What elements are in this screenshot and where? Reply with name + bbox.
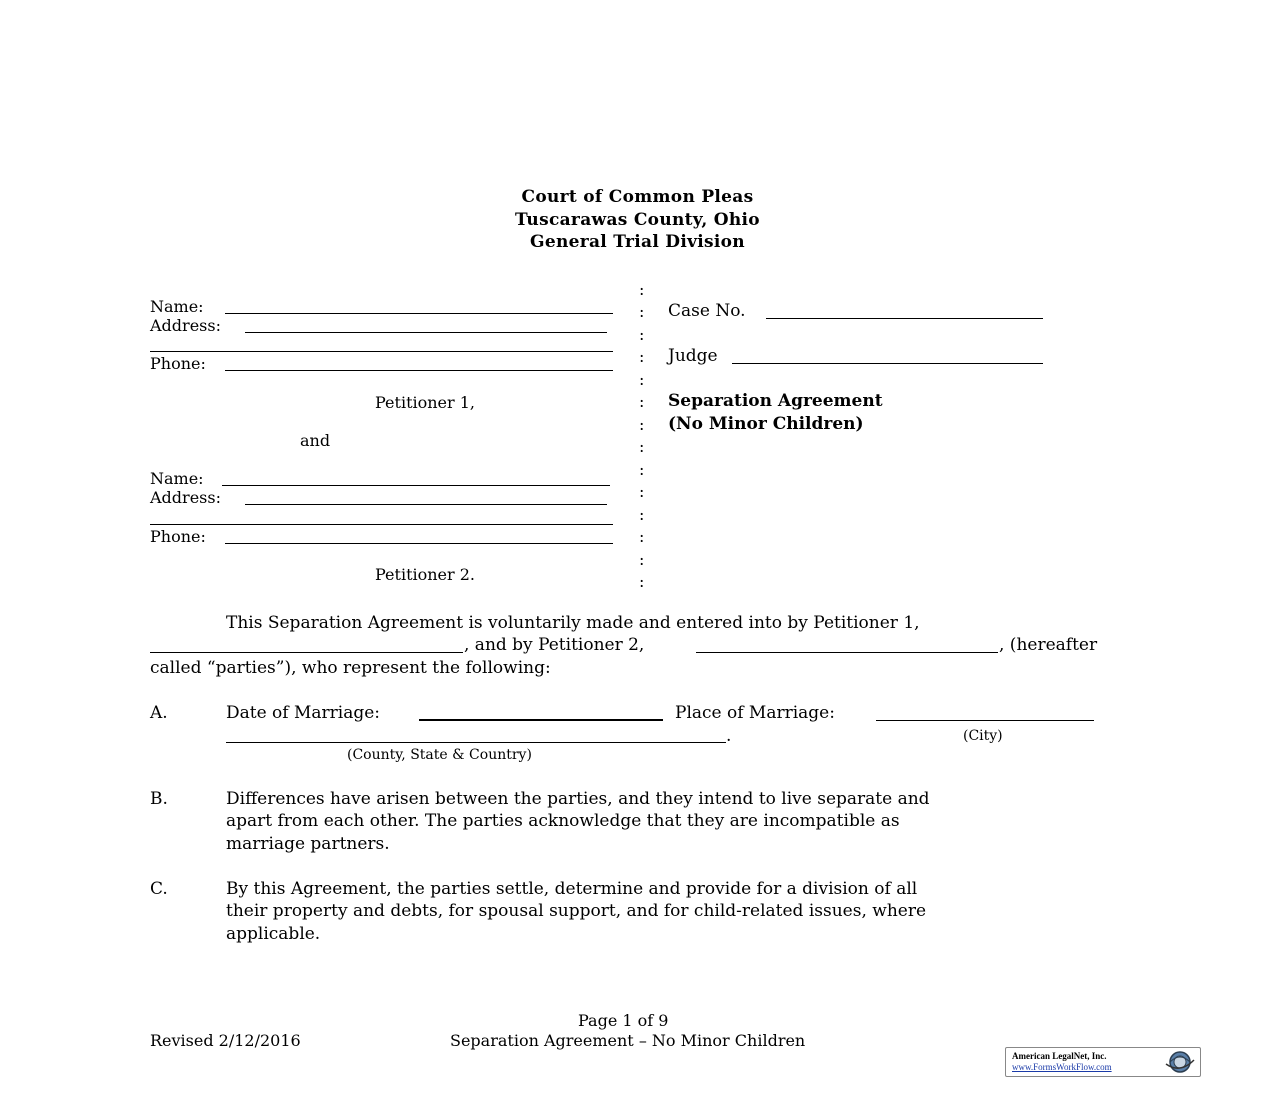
colon: :: [639, 550, 645, 569]
petitioner-1-name-field[interactable]: [150, 652, 463, 653]
p2-address-field[interactable]: [245, 504, 607, 505]
place-of-marriage-label: Place of Marriage:: [675, 703, 835, 723]
p1-address-field-2[interactable]: [150, 351, 613, 352]
section-b-line-3: marriage partners.: [226, 834, 390, 854]
intro-line-2-end: , (hereafter: [999, 635, 1098, 655]
colon: :: [639, 302, 645, 321]
colon: :: [639, 572, 645, 591]
date-of-marriage-label: Date of Marriage:: [226, 703, 381, 723]
judge-field[interactable]: [732, 363, 1043, 364]
intro-line-1: This Separation Agreement is voluntarily made and entered into by Petitioner 1,: [226, 613, 920, 633]
logo-url-link[interactable]: www.FormsWorkFlow.com: [1012, 1062, 1112, 1072]
colon: :: [639, 392, 645, 411]
intro-line-2: , and by Petitioner 2,: [464, 635, 645, 655]
city-caption: (City): [963, 728, 1003, 744]
p2-address-field-2[interactable]: [150, 524, 613, 525]
colon: :: [639, 347, 645, 366]
colon: :: [639, 460, 645, 479]
place-of-marriage-county-field[interactable]: [226, 742, 726, 743]
colon: :: [639, 505, 645, 524]
petitioner-2-name-field[interactable]: [696, 652, 998, 653]
place-of-marriage-city-field[interactable]: [876, 720, 1094, 721]
petitioner-2-label: Petitioner 2.: [375, 565, 476, 584]
page-number: Page 1 of 9: [578, 1011, 669, 1030]
section-b-line-2: apart from each other. The parties acknowledge that they are incompatible as: [226, 811, 900, 831]
p1-address-field[interactable]: [245, 332, 607, 333]
p2-name-field[interactable]: [222, 485, 610, 486]
p1-phone-label: Phone:: [150, 354, 206, 373]
colon: :: [639, 415, 645, 434]
colon: :: [639, 437, 645, 456]
section-c-letter: C.: [150, 879, 168, 899]
colon: :: [639, 370, 645, 389]
p1-phone-field[interactable]: [225, 370, 613, 371]
section-a-letter: A.: [150, 703, 168, 723]
colon: :: [639, 325, 645, 344]
section-b-line-1: Differences have arisen between the parties, and they intend to live separate and: [226, 789, 930, 809]
case-no-field[interactable]: [766, 318, 1043, 319]
section-b-letter: B.: [150, 789, 168, 809]
document-subtitle: (No Minor Children): [668, 414, 864, 434]
american-legalnet-logo[interactable]: [1005, 1047, 1201, 1077]
p2-address-label: Address:: [150, 488, 221, 507]
footer-form-title: Separation Agreement – No Minor Children: [450, 1031, 806, 1050]
section-c-line-1: By this Agreement, the parties settle, determine and provide for a division of all: [226, 879, 918, 899]
p2-phone-label: Phone:: [150, 527, 206, 546]
p1-name-label: Name:: [150, 297, 204, 316]
p1-address-label: Address:: [150, 316, 221, 335]
globe-icon: [1163, 1050, 1197, 1074]
division-name: General Trial Division: [530, 232, 745, 252]
judge-label: Judge: [668, 346, 718, 366]
date-of-marriage-field[interactable]: [419, 719, 663, 721]
court-name: Court of Common Pleas: [521, 187, 754, 207]
colon: :: [639, 482, 645, 501]
colon: :: [639, 280, 645, 299]
intro-line-3: called “parties”), who represent the following:: [150, 658, 551, 678]
county-state-country-caption: (County, State & Country): [347, 747, 532, 763]
logo-company-name: American LegalNet, Inc.: [1012, 1051, 1107, 1061]
p1-name-field[interactable]: [225, 313, 613, 314]
petitioner-1-label: Petitioner 1,: [375, 393, 476, 412]
revised-date: Revised 2/12/2016: [150, 1031, 301, 1050]
p2-name-label: Name:: [150, 469, 204, 488]
case-no-label: Case No.: [668, 301, 746, 321]
county-name: Tuscarawas County, Ohio: [515, 210, 760, 230]
colon: :: [639, 527, 645, 546]
section-c-line-2: their property and debts, for spousal support, and for child-related issues, where: [226, 901, 927, 921]
section-a-period: .: [726, 726, 732, 746]
and-label: and: [300, 431, 331, 450]
document-title: Separation Agreement: [668, 391, 883, 411]
p2-phone-field[interactable]: [225, 543, 613, 544]
section-c-line-3: applicable.: [226, 924, 321, 944]
